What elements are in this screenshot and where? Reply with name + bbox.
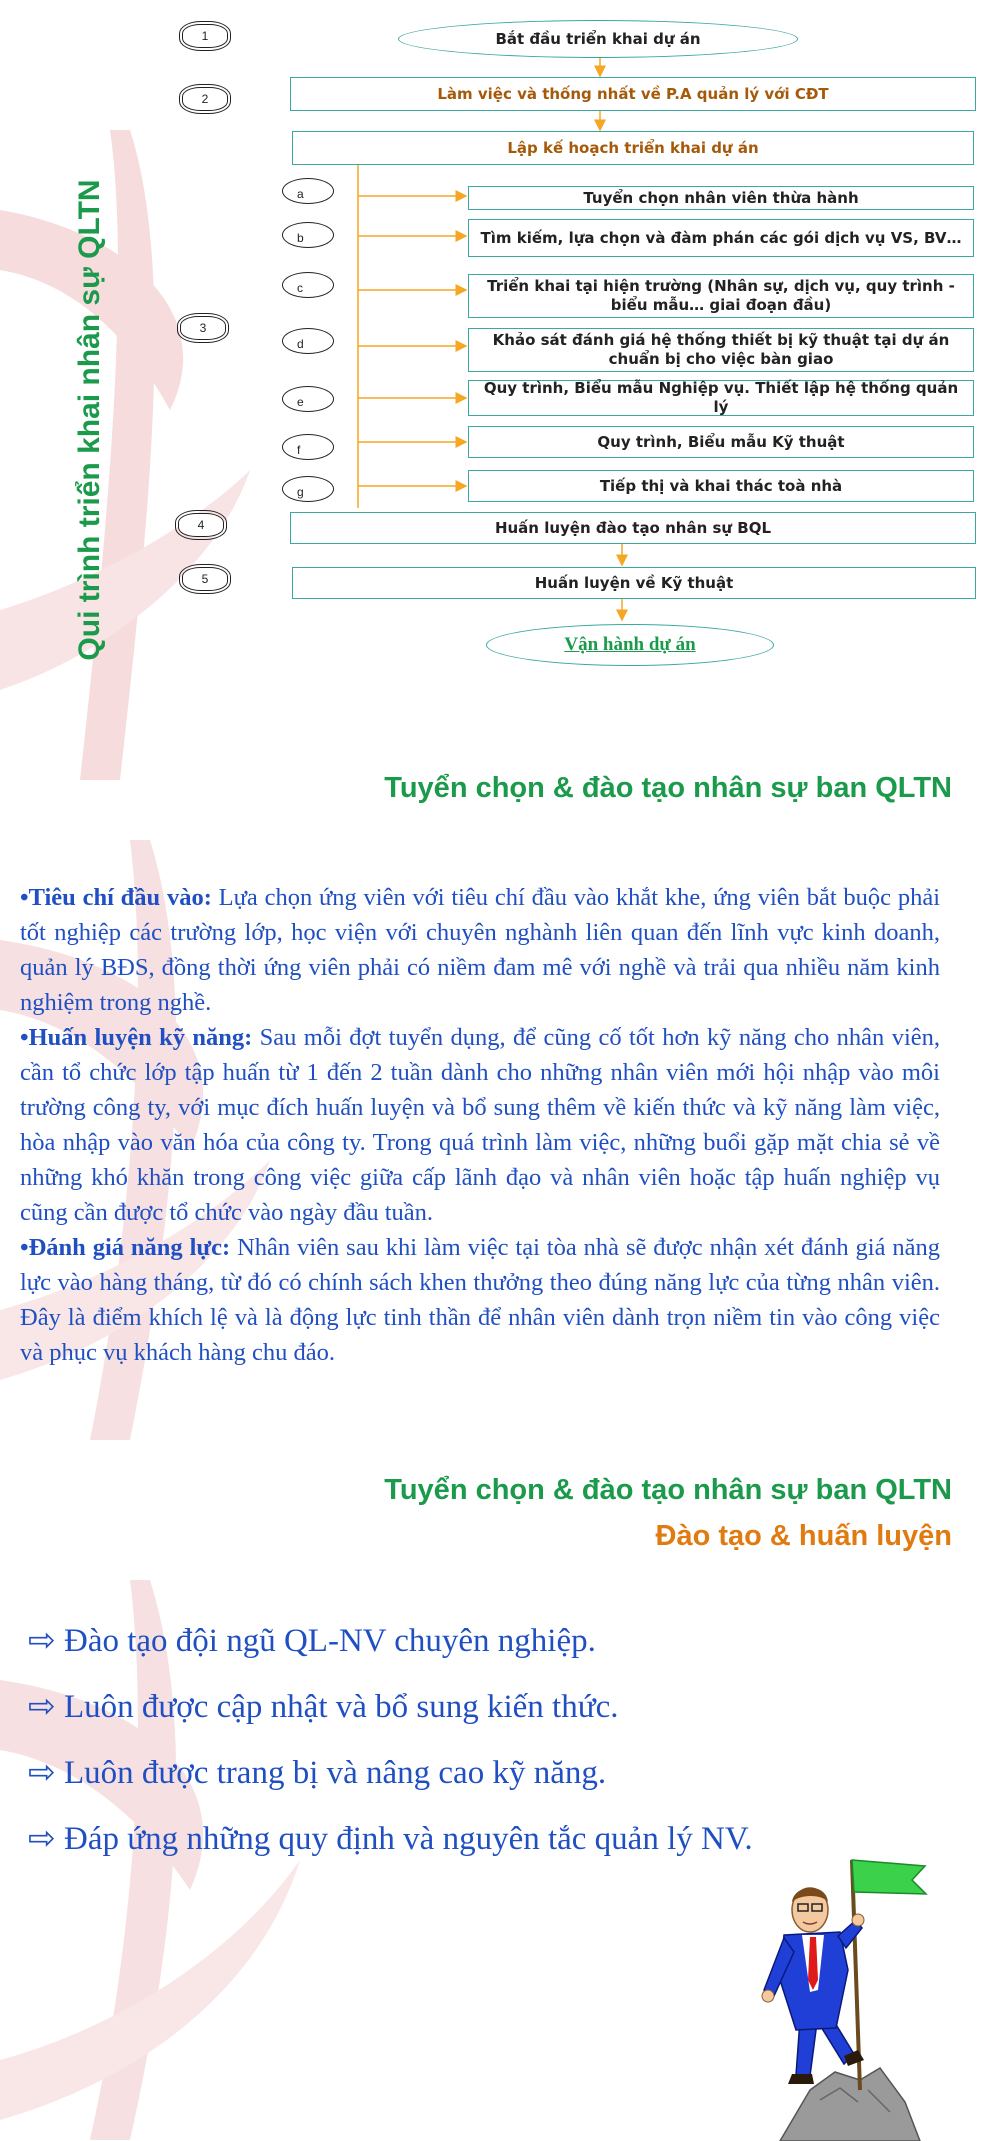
sub-letter: b — [282, 222, 334, 248]
flowchart-slide — [0, 0, 1008, 740]
end-node: Vận hành dự án — [486, 624, 774, 666]
step-number: 3 — [180, 316, 226, 340]
sub-letter: a — [282, 178, 334, 204]
paragraph-evaluation: •Đánh giá năng lực: Nhân viên sau khi làm việc tại tòa nhà sẽ được nhận xét đánh giá năng lực vào hàng tháng, từ đó có chính sách khen thưởng theo đúng năng lực của từng nhân viên. Đây là điểm khích lệ và là động lực tinh thần để nhân viên dành trọn niềm tin vào công việc và phục vụ khách hàng chu đáo. — [20, 1234, 940, 1366]
arrow-right-icon: ⇨ — [28, 1821, 56, 1857]
step-number: 4 — [178, 513, 224, 537]
sub-letter: f — [282, 434, 334, 460]
step-4-box: Huấn luyện đào tạo nhân sự BQL — [290, 512, 976, 544]
bullet-item: ⇨ Luôn được trang bị và nâng cao kỹ năng. — [28, 1752, 606, 1792]
section3-subtitle: Đào tạo & huấn luyện — [655, 1520, 952, 1552]
start-node: Bắt đầu triển khai dự án — [398, 20, 798, 58]
section2-body — [20, 880, 940, 1370]
sub-item-d: Khảo sát đánh giá hệ thống thiết bị kỹ thuật tại dự án chuẩn bị cho việc bàn giao — [468, 328, 974, 372]
sub-letter: c — [282, 272, 334, 298]
sub-item-e: Quy trình, Biểu mẫu Nghiệp vụ. Thiết lập hệ thống quản lý — [468, 380, 974, 416]
step-3-box: Lập kế hoạch triển khai dự án — [292, 131, 974, 165]
sub-item-g: Tiếp thị và khai thác toà nhà — [468, 470, 974, 502]
step-5-box: Huấn luyện về Kỹ thuật — [292, 567, 976, 599]
step-number: 5 — [182, 567, 228, 591]
bullet-item: ⇨ Đáp ứng những quy định và nguyên tắc quản lý NV. — [28, 1818, 753, 1858]
sub-letter: d — [282, 328, 334, 354]
sub-letter: e — [282, 386, 334, 412]
section3-title: Tuyển chọn & đào tạo nhân sự ban QLTN — [384, 1474, 952, 1506]
sub-item-a: Tuyển chọn nhân viên thừa hành — [468, 186, 974, 210]
arrow-right-icon: ⇨ — [28, 1689, 56, 1725]
arrow-right-icon: ⇨ — [28, 1623, 56, 1659]
sub-item-b: Tìm kiếm, lựa chọn và đàm phán các gói dịch vụ VS, BV… — [468, 219, 974, 257]
paragraph-training: •Huấn luyện kỹ năng: Sau mỗi đợt tuyển dụng, để cũng cố tốt hơn kỹ năng cho nhân viên, cần tổ chức lớp tập huấn từ 1 đến 2 tuần dành cho những nhân viên mới hội nhập vào môi trường công ty, với mục đích huấn luyện và bổ sung thêm về kiến thức và kỹ năng làm việc, hòa nhập vào văn hóa của công ty. Trong quá trình làm việc, những buổi gặp mặt chia sẻ về những khó khăn trong công việc giữa cấp lãnh đạo và nhân viên hoặc tập huấn nghiệp vụ cũng cần được tổ chức vào ngày đầu tuần. — [20, 1024, 940, 1226]
step-number: 1 — [182, 24, 228, 48]
section2-title: Tuyển chọn & đào tạo nhân sự ban QLTN — [384, 772, 952, 804]
sub-item-f: Quy trình, Biểu mẫu Kỹ thuật — [468, 426, 974, 458]
step-number: 2 — [182, 87, 228, 111]
bullet-item: ⇨ Đào tạo đội ngũ QL-NV chuyên nghiệp. — [28, 1620, 596, 1660]
vertical-title: Qui trình triển khai nhân sự QLTN — [73, 179, 106, 661]
businessman-flag-illustration — [740, 1840, 940, 2141]
arrow-right-icon: ⇨ — [28, 1755, 56, 1791]
bullet-item: ⇨ Luôn được cập nhật và bổ sung kiến thức. — [28, 1686, 619, 1726]
sub-item-c: Triển khai tại hiện trường (Nhân sự, dịch vụ, quy trình - biểu mẫu… giai đoạn đầu) — [468, 274, 974, 318]
step-2-box: Làm việc và thống nhất về P.A quản lý với CĐT — [290, 77, 976, 111]
paragraph-criteria: •Tiêu chí đầu vào: Lựa chọn ứng viên với tiêu chí đầu vào khắt khe, ứng viên bắt buộc phải tốt nghiệp các trường lớp, học viện với chuyên nghành liên quan đến lĩnh vực kinh doanh, quản lý BĐS, đồng thời ứng viên phải có niềm đam mê với nghề và trải qua nhiều năm kinh nghiệm trong nghề. — [20, 884, 941, 1016]
sub-letter: g — [282, 476, 334, 502]
